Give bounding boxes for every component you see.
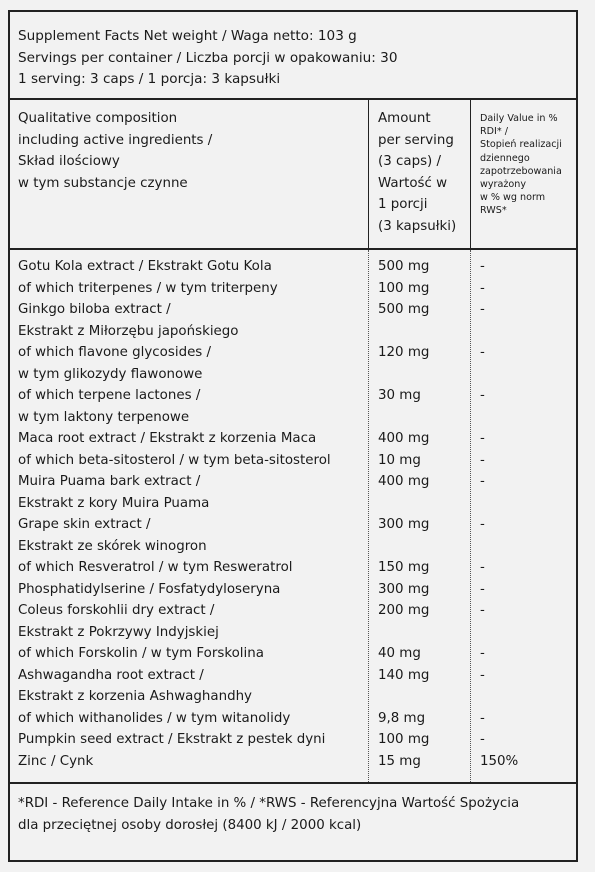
ingredient-name: Ekstrakt z korzenia Ashwaghandhy: [18, 689, 252, 704]
ingredient-name: Ginkgo biloba extract /: [18, 302, 171, 317]
ingredient-name: w tym glikozydy flawonowe: [18, 366, 203, 382]
ingredient-daily-value: -: [480, 732, 485, 747]
ingredient-daily-value: -: [480, 560, 485, 575]
ingredient-amount: 300 mg: [378, 517, 430, 532]
ingredient-daily-value: -: [480, 646, 485, 661]
column-divider: [368, 98, 369, 248]
ingredient-name: of which beta-sitosterol / w tym beta-sitosterol: [18, 452, 331, 468]
ingredient-amount: 120 mg: [378, 345, 430, 360]
table-row: [10, 600, 576, 622]
ingredient-amount: 30 mg: [378, 388, 421, 403]
ingredient-amount: 100 mg: [378, 280, 430, 296]
table-row: [10, 256, 576, 278]
column-header-composition: Qualitative composition including active ingredients / Skład ilościowy w tym substancje czynne: [18, 111, 213, 191]
table-row: [10, 579, 576, 601]
ingredient-amount: 500 mg: [378, 259, 430, 274]
ingredient-daily-value: -: [480, 517, 485, 532]
column-header-divider: [10, 248, 576, 250]
table-row: [10, 686, 576, 708]
ingredient-daily-value: -: [480, 388, 485, 403]
ingredient-daily-value: -: [480, 452, 485, 468]
ingredient-daily-value: -: [480, 280, 485, 296]
ingredient-name: of which terpene lactones /: [18, 388, 201, 403]
ingredient-name: Ekstrakt ze skórek winogron: [18, 538, 207, 554]
ingredient-name: Maca root extract / Ekstrakt z korzenia Maca: [18, 431, 317, 446]
ingredient-daily-value: -: [480, 474, 485, 489]
table-row: [10, 428, 576, 450]
table-row: [10, 493, 576, 515]
ingredient-amount: 500 mg: [378, 302, 430, 317]
ingredient-name: of which triterpenes / w tym triterpeny: [18, 280, 278, 296]
ingredient-name: Ekstrakt z Miłorzębu japońskiego: [18, 323, 239, 339]
table-row: [10, 729, 576, 751]
table-row: [10, 643, 576, 665]
ingredient-daily-value: -: [480, 345, 485, 360]
ingredient-amount: 9,8 mg: [378, 710, 426, 726]
header-divider: [10, 98, 576, 100]
ingredient-name: Coleus forskohlii dry extract /: [18, 603, 215, 618]
supplement-facts-panel: [8, 10, 578, 862]
table-row: [10, 299, 576, 321]
serving-size: 1 serving: 3 caps / 1 porcja: 3 kapsułki: [18, 71, 281, 87]
table-row: [10, 665, 576, 687]
table-row: [10, 536, 576, 558]
ingredient-name: Phosphatidylserine / Fosfatydyloseryna: [18, 581, 281, 597]
ingredient-daily-value: -: [480, 431, 485, 446]
ingredient-name: Gotu Kola extract / Ekstrakt Gotu Kola: [18, 259, 272, 274]
table-row: [10, 450, 576, 472]
column-divider: [470, 98, 471, 248]
ingredient-amount: 200 mg: [378, 603, 430, 618]
ingredient-name: Ekstrakt z kory Muira Puama: [18, 495, 210, 511]
ingredient-daily-value: -: [480, 259, 485, 274]
ingredient-amount: 10 mg: [378, 452, 421, 468]
ingredient-amount: 140 mg: [378, 667, 430, 683]
table-row: [10, 751, 576, 773]
ingredient-daily-value: 150%: [480, 753, 519, 769]
ingredient-name: Muira Puama bark extract /: [18, 474, 201, 489]
ingredient-name: of which withanolides / w tym witanolidy: [18, 710, 291, 726]
ingredient-daily-value: -: [480, 581, 485, 597]
ingredient-name: Grape skin extract /: [18, 517, 151, 532]
table-row: [10, 278, 576, 300]
ingredient-daily-value: -: [480, 603, 485, 618]
ingredient-name: Ekstrakt z Pokrzywy Indyjskiej: [18, 624, 219, 640]
table-row: [10, 708, 576, 730]
ingredient-name: of which flavone glycosides /: [18, 345, 212, 360]
ingredient-name: of which Resveratrol / w tym Resweratrol: [18, 560, 293, 575]
footnote-line: *RDI - Reference Daily Intake in % / *RWS - Referencyjna Wartość Spożycia: [18, 796, 520, 811]
ingredient-amount: 100 mg: [378, 732, 430, 747]
column-header-amount: Amount per serving (3 caps) / Wartość w 1 porcji (3 kapsułki): [378, 111, 457, 234]
panel-header: [18, 26, 397, 91]
ingredient-amount: 150 mg: [378, 560, 430, 575]
table-row: [10, 622, 576, 644]
ingredient-amount: 40 mg: [378, 646, 421, 661]
table-row: [10, 407, 576, 429]
footnote: [18, 793, 568, 836]
table-row: [10, 557, 576, 579]
ingredient-daily-value: -: [480, 667, 485, 683]
column-header-daily-value: Daily Value in % RDI* / Stopień realizacji dziennego zapotrzebowania wyrażony w % wg norm RWS*: [480, 113, 562, 217]
table-row: [10, 514, 576, 536]
ingredient-name: Ashwagandha root extract /: [18, 667, 204, 683]
ingredient-amount: 15 mg: [378, 753, 421, 769]
ingredient-daily-value: -: [480, 302, 485, 317]
ingredient-daily-value: -: [480, 710, 485, 726]
footer-divider: [10, 782, 576, 784]
ingredient-name: w tym laktony terpenowe: [18, 409, 190, 425]
ingredient-amount: 400 mg: [378, 474, 430, 489]
ingredient-name: Zinc / Cynk: [18, 753, 94, 769]
ingredient-name: Pumpkin seed extract / Ekstrakt z pestek dyni: [18, 732, 326, 747]
ingredient-name: of which Forskolin / w tym Forskolina: [18, 646, 264, 661]
ingredient-table: [10, 256, 576, 772]
servings-per-container: Servings per container / Liczba porcji w opakowaniu: 30: [18, 49, 398, 66]
ingredient-amount: 400 mg: [378, 431, 430, 446]
table-row: [10, 471, 576, 493]
table-row: [10, 321, 576, 343]
table-row: [10, 385, 576, 407]
table-row: [10, 342, 576, 364]
footnote-line: dla przeciętnej osoby dorosłej (8400 kJ / 2000 kcal): [18, 817, 362, 833]
table-row: [10, 364, 576, 386]
header-title: Supplement Facts Net weight / Waga netto: 103 g: [18, 28, 357, 44]
ingredient-amount: 300 mg: [378, 581, 430, 597]
